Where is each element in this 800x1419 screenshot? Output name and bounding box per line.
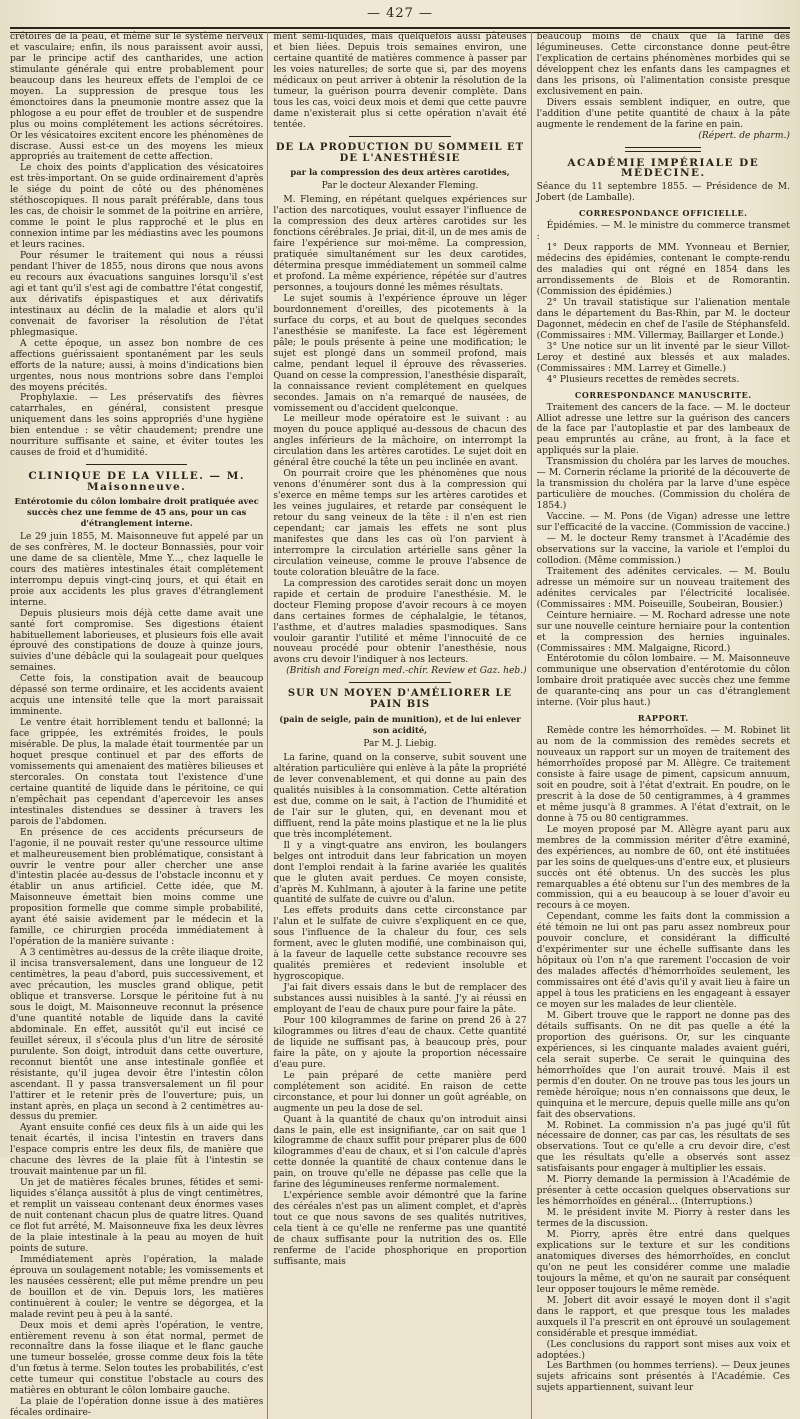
section-subheading: par la compression des deux artères carotides,: [290, 167, 510, 178]
byline: Par le docteur Alexander Fleming.: [321, 181, 479, 192]
section-divider: [349, 136, 450, 137]
paragraph: M. Piorry demande la permission à l'Académie de présenter à cette occasion quelques observations sur les hémorrhoïdes en général... (Interruptions.): [536, 1175, 790, 1208]
paragraph: M. le président invite M. Piorry à rester dans les termes de la discussion.: [536, 1208, 790, 1230]
paragraph: Un jet de matières fécales brunes, fétides et semi-liquides s'élança aussitôt à plus de vingt centimètres, et remplit un vaisseau contenant deux énormes vases de nuit contenant chacun plus de quatre litres. Quand ce flot fut arrêté, M. Maisonneuve fixa les deux lèvres de la plaie intestinale à la peau au moyen de huit points de suture.: [10, 1178, 264, 1254]
paragraph: 4° Plusieurs recettes de remèdes secrets.: [546, 374, 740, 385]
subsection-label: RAPPORT.: [637, 713, 689, 724]
paragraph: M. Fleming, en répétant quelques expériences sur l'action des narcotiques, voulut essayer l'influence de la compression des deux artères carotides sur les fonctions cérébrales. Je priai, dit-il, un de mes amis de faire l'expérience sur moi-même. La compression, pratiquée simultanément sur les deux carotides, détermina presque immédiatement un sommeil calme et profond. La même expérience, répétée sur d'autres personnes, a toujours donné les mêmes résultats.: [273, 195, 527, 294]
paragraph: On pourrait croire que les phénomènes que nous venons d'énumérer sont dus à la compression qui s'exerce en même temps sur les artères carotides et les veines jugulaires, et retarde par conséquent le retour du sang veineux de la tête : il n'en est rien cependant; car jamais les effets ne sont plus manifestes que dans les cas où l'on parvient à interrompre la circulation artérielle sans gêner la circulation veineuse, comme le prouve l'absence de toute coloration bleuâtre de la face.: [273, 469, 527, 578]
paragraph: Le moyen proposé par M. Allègre ayant paru aux membres de la commission mériter d'être examiné, des expériences, au nombre de 60, ont été instituées par les soins de quelques-uns d'entre eux, et plusieurs succès ont été obtenus. Un des succès les plus remarquables a été obtenu sur l'un des membres de la commission, qui a eu beaucoup à se louer d'avoir eu recours à ce moyen.: [536, 824, 790, 912]
section-divider: [625, 147, 701, 152]
paragraph: Vaccine. — M. Pons (de Vigan) adresse une lettre sur l'efficacité de la vaccine. (Commission de vaccine.): [536, 512, 790, 534]
column-2: [273, 32, 526, 1419]
section-heading: DE LA PRODUCTION DU SOMMEIL ET DE L'ANESTHÉSIE: [275, 141, 525, 164]
paragraph: Depuis plusieurs mois déjà cette dame avait une santé fort compromise. Ses digestions étaient habituellement laborieuses, et plusieurs fois elle avait éprouvé des constipations de douze à quinze jours, suivies d'une débâcle qui la soulageait pour quelques semaines.: [10, 608, 264, 674]
paragraph: J'ai fait divers essais dans le but de remplacer des substances aussi nuisibles à la santé. J'y ai réussi en employant de l'eau de chaux pure pour faire la pâte.: [273, 983, 527, 1016]
section-subheading: Entérotomie du côlon lombaire droit pratiquée avec succès chez une femme de 45 ans, pour un cas d'étranglement interne.: [14, 496, 259, 528]
paragraph: Épidémies. — M. le ministre du commerce transmet :: [536, 221, 790, 243]
paragraph: Cependant, comme les faits dont la commission a été témoin ne lui ont pas paru assez nombreux pour pouvoir conclure, et considérant la difficulté d'expérimenter sur une échelle suffisante dans les hôpitaux où l'on n'a que rarement l'occasion de voir des malades affectés d'hémorrhoïdes seulement, les commissaires ont été d'avis qu'il y avait lieu à faire un appel à tous les praticiens en les engageant à essayer ce moyen sur les malades de leur clientèle.: [536, 912, 790, 1011]
section-heading: SUR UN MOYEN D'AMÉLIORER LE PAIN BIS: [287, 688, 513, 711]
paragraph: M. Gibert trouve que le rapport ne donne pas des détails suffisants. On ne dit pas quelle a été la proportion des guérisons. Or, sur les cinquante expériences, si les cinquante malades avaient guéri, cela serait superbe. Ce serait le quinquina des hémorrhoïdes que l'on aurait trouvé. Mais il est permis d'en douter. On ne trouve pas tous les jours un remède héroïque; nous n'en connaissons que deux, le quinquina et le mercure, depuis quelle mille ans qu'on fait des observations.: [536, 1010, 790, 1120]
byline: Par M. J. Liebig.: [363, 739, 437, 750]
paragraph: Deux mois et demi après l'opération, le ventre, entièrement revenu à son état normal, permet de reconnaître dans la fosse iliaque et le flanc gauche une tumeur bosselée, grosse comme deux fois la tête d'un fœtus à terme. Selon toutes les probabilités, c'est cette tumeur qui constitue l'obstacle au cours des matières en obturant le côlon lombaire gauche.: [10, 1320, 264, 1397]
paragraph: ment semi-liquides, mais quelquefois aussi pâteuses et bien liées. Depuis trois semaines environ, une certaine quantité de matières commence à passer par les voies naturelles; de sorte que si, par des moyens médicaux on peut arriver à obtenir la résolution de la tumeur, la guérison pourra devenir complète. Dans tous les cas, voici deux mois et demi que cette pauvre dame n'existerait plus si cette opération n'avait été tentée.: [273, 32, 527, 130]
paragraph: M. Robinet. La commission n'a pas jugé qu'il fût nécessaire de donner, cas par cas, les résultats de ses observations. Tout ce qu'elle a cru devoir dire, c'est que les résultats qu'elle a observés sont assez satisfaisants pour engager à multiplier les essais.: [536, 1120, 790, 1175]
source-citation: (Répert. de pharm.): [698, 130, 790, 141]
paragraph: A 3 centimètres au-dessus de la crête iliaque droite, il incisa transversalement, dans une longueur de 12 centimètres, la peau d'abord, puis successivement, et avec précaution, les muscles grand oblique, petit oblique et transverse. Lorsque le péritoine fut à nu sous le doigt, M. Maisonneuve reconnut la présence d'une quantité notable de liquide dans la cavité abdominale. En effet, aussitôt qu'il eut incisé ce feuillet séreux, il s'écoula plus d'un litre de sérosité purulente. Son doigt, introduit dans cette ouverture, reconnut bientôt une anse intestinale gonflée et résistante, qu'il jugea devoir être l'intestin côlon ascendant. Il y passa transversalement un fil pour l'attirer et le retenir près de l'ouverture; puis, un instant après, en plaça un second à 2 centimètres au-dessus du premier.: [10, 948, 264, 1123]
section-divider: [86, 464, 187, 465]
paragraph: Les effets produits dans cette circonstance par l'alun et le sulfate de cuivre s'expliquent en ce que, sous l'influence de la chaleur du four, ces sels forment, avec le gluten modifié, une combinaison qui, à la faveur de laquelle cette substance recouvre ses qualités premières et redevient insoluble et hygroscopique.: [273, 906, 527, 983]
paragraph: La compression des carotides serait donc un moyen rapide et certain de produire l'anesthésie. M. le docteur Fleming propose d'avoir recours à ce moyen dans certaines formes de céphalalgie, le tétanos, l'asthme, et d'autres maladies spasmodiques. Sans vouloir garantir l'utilité et même l'innocuité de ce nouveau procédé pour obtenir l'anesthésie, nous avons cru devoir l'indiquer à nos lecteurs.: [273, 578, 527, 666]
column-1: [10, 32, 263, 1419]
paragraph: Pour 100 kilogrammes de farine on prend 26 à 27 kilogrammes ou litres d'eau de chaux. Cette quantité de liquide ne suffisant pas, à beaucoup près, pour faire la pâte, on y ajoute la proportion nécessaire d'eau pure.: [273, 1015, 527, 1070]
page-number: — 427 —: [366, 6, 434, 21]
paragraph: (Les conclusions du rapport sont mises aux voix et adoptées.): [536, 1339, 790, 1361]
paragraph: Prophylaxie. — Les préservatifs des fièvres catarrhales, en général, consistent presque uniquement dans les soins appropriés d'une hygiène bien entendue : se vêtir chaudement; prendre une nourriture suffisante et saine, et éviter toutes les causes de froid et d'humidité.: [10, 393, 264, 459]
paragraph: L'expérience semble avoir démontré que la farine des céréales n'est pas un aliment complet, et d'après tout ce que nous savons de ses qualités nutritives, cela tient à ce qu'elle ne renferme pas une quantité de chaux suffisante pour la nutrition des os. Elle renferme de l'acide phosphorique en proportion suffisante, mais: [273, 1191, 527, 1267]
paragraph: 1° Deux rapports de MM. Yvonneau et Bernier, médecins des épidémies, contenant le compte-rendu des maladies qui ont régné en 1854 dans les arrondissements de Blois et de Romorantin. (Commission des épidémies.): [536, 243, 790, 298]
paragraph: Ceinture herniaire. — M. Rochard adresse une note sur une nouvelle ceinture herniaire pour la contention et la compression des hernies inguinales. (Commissaires : MM. Malgaigne, Ricord.): [536, 610, 790, 654]
paragraph: Traitement des adénites cervicales. — M. Boulu adresse un mémoire sur un nouveau traitement des adénites cervicales par l'électricité localisée. (Commissaires : MM. Poiseuille, Soubeiran, Bousier.): [536, 566, 790, 610]
subsection-label: CORRESPONDANCE MANUSCRITE.: [574, 389, 752, 400]
paragraph: La plaie de l'opération donne issue à des matières fécales ordinaire-: [10, 1397, 264, 1419]
paragraph: Divers essais semblent indiquer, en outre, que l'addition d'une petite quantité de chaux à la pâte augmente le rendement de la farine en pain.: [536, 97, 790, 130]
column-3: [537, 32, 790, 1419]
paragraph: Entérotomie du côlon lombaire. — M. Maisonneuve communique une observation d'entérotomie du côlon lombaire droit pratiquée avec succès chez une femme de quarante-cinq ans pour un cas d'étranglement interne. (Voir plus haut.): [536, 654, 790, 709]
paragraph: Traitement des cancers de la face. — M. le docteur Alliot adresse une lettre sur la guérison des cancers de la face par l'autoplastie et par des lambeaux de peau empruntés au crâne, au front, à la face et appliqués sur la plaie.: [536, 402, 790, 457]
paragraph: En présence de ces accidents précurseurs de l'agonie, il ne pouvait rester qu'une ressource ultime et malheureusement bien problématique, consistant à ouvrir le ventre pour aller chercher une anse d'intestin placée au-dessus de l'obstacle inconnu et y établir un anus artificiel. Cette idée, que M. Maisonneuve émettait bien moins comme une proposition formelle que comme simple probabilité, ayant été saisie avidement par le médecin et la famille, ce chirurgien procéda immédiatement à l'opération de la manière suivante :: [10, 827, 264, 948]
paragraph: Le pain préparé de cette manière perd complétement son acidité. En raison de cette circonstance, et pour lui donner un goût agréable, on augmente un peu la dose de sel.: [273, 1070, 527, 1114]
paragraph: Remède contre les hémorrhoïdes. — M. Robinet lit au nom de la commission des remèdes secrets et nouveaux un rapport sur un moyen de traitement des hémorrhoïdes proposé par M. Allègre. Ce traitement consiste à faire usage de piment, capsicum annuum, soit en poudre, soit à l'état d'extrait. En poudre, on le prescrit à la dose de 50 centigrammes, à 4 grammes et même jusqu'à 8 grammes. A l'état d'extrait, on le donne à 75 ou 80 centigrammes.: [536, 726, 790, 824]
paragraph: A cette époque, un assez bon nombre de ces affections guérissaient spontanément par les seuls efforts de la nature; aussi, à moins d'indications bien urgentes, nous nous montrions sobre dans l'emploi des moyens précités.: [10, 338, 264, 393]
paragraph: Cette fois, la constipation avait de beaucoup dépassé son terme ordinaire, et les accidents avaient acquis une intensité telle que la mort paraissait imminente.: [10, 674, 264, 718]
paragraph: Ayant ensuite confié ces deux fils à un aide qui les tenait écartés, il incisa l'intestin en travers dans l'espace compris entre les deux fils, de manière que chacune des lèvres de la plaie fût à l'intestin se trouvait maintenue par un fil.: [10, 1123, 264, 1178]
paragraph: Le choix des points d'application des vésicatoires est très-important. On se guide ordinairement d'après le siége du point de côté ou des phénomènes stéthoscopiques. Il nous paraît préférable, dans tous les cas, de choisir le sommet de la poitrine en arrière, comme le point le plus rapproché et le plus en connexion intime par les médiastins avec les poumons et leurs racines.: [10, 163, 264, 251]
paragraph: Quant à la quantité de chaux qu'on introduit ainsi dans le pain, elle est insignifiante, car on sait que 1 kilogramme de chaux suffit pour préparer plus de 600 kilogrammes d'eau de chaux, et si l'on calcule d'après cette donnée la quantité de chaux contenue dans le pain, on trouve qu'elle ne dépasse pas celle que la farine des légumineuses renferme normalement.: [273, 1114, 527, 1191]
section-heading: ACADÉMIE IMPÉRIALE DE MÉDECINE.: [567, 156, 760, 180]
paragraph: Le sujet soumis à l'expérience éprouve un léger bourdonnement d'oreilles, des picotements à la surface du corps, et au bout de quelques secondes l'anesthésie se manifeste. La face est légèrement pâle; le pouls présente à peine une modification; le sujet est plongé dans un sommeil profond, mais calme, pendant lequel il éprouve des rêvasseries. Quand on cesse la compression, l'anesthésie disparaît, la connaissance revient complétement en quelques secondes. Jamais on n'a remarqué de nausées, de vomissement ou d'accident quelconque.: [273, 293, 527, 414]
paragraph: Le 29 juin 1855, M. Maisonneuve fut appelé par un de ses confrères, M. le docteur Bonnassiès, pour voir une dame de sa clientèle, Mme Y..., chez laquelle le cours des matières intestinales était complétement interrompu depuis vingt-cinq jours, et qui était en proie aux accidents les plus graves d'étranglement interne.: [10, 531, 264, 608]
paragraph: Le meilleur mode opératoire est le suivant : au moyen du pouce appliqué au-dessous de chacun des angles inférieurs de la mâchoire, on interrompt la circulation dans les artères carotides. Le sujet doit en général être couché la tête un peu inclinée en avant.: [273, 414, 527, 469]
subsection-label: CORRESPONDANCE OFFICIELLE.: [579, 208, 748, 219]
session-line: Séance du 11 septembre 1855. — Présidence de M. Jobert (de Lamballe).: [536, 182, 790, 204]
paragraph: Transmission du choléra par les larves de mouches. — M. Cornerin réclame la priorité de la découverte de la transmission du choléra par la larve d'une espèce particulière de mouches. (Commission du choléra de 1854.): [536, 457, 790, 512]
paragraph: — M. le docteur Remy transmet à l'Académie des observations sur la vaccine, la variole et l'emploi du collodion. (Même commission.): [536, 533, 790, 566]
paragraph: M. Piorry, après être entré dans quelques explications sur le texture et sur les conditions anatomiques diverses des hémorrhoïdes, en conclut qu'on ne peut les considérer comme une maladie toujours la même, et qu'on ne saurait par conséquent leur opposer toujours le même remède.: [536, 1230, 790, 1295]
paragraph: La farine, quand on la conserve, subit souvent une altération particulière qui enlève à la pâte la propriété de lever convenablement, et qui donne au pain des qualités nuisibles à la consommation. Cette altération est due, comme on le sait, à l'action de l'humidité et de l'air sur le gluten, qui, en devenant mou et diffluent, rend la pâte moins plastique et ne la lie plus que très incomplétement.: [273, 753, 527, 840]
section-divider: [349, 682, 450, 683]
paragraph: Pour résumer le traitement qui nous a réussi pendant l'hiver de 1855, nous dirons que nous avons eu recours aux évacuations sanguines lorsqu'il s'est agi et tant qu'il s'est agi de combattre l'état congestif, aux dérivatifs épispastiques et aux dérivatifs intestinaux au déclin de la maladie et alors qu'il convenait de favoriser la résolution de l'état phlegmasique.: [10, 251, 264, 338]
section-subheading: (pain de seigle, pain de munition), et de lui enlever son acidité,: [279, 714, 521, 736]
paragraph: M. Jobert dit avoir essayé le moyen dont il s'agit dans le rapport, et que presque tous les malades auxquels il l'a prescrit en ont éprouvé un soulagement considérable et presque immédiat.: [536, 1295, 790, 1339]
paragraph: Il y a vingt-quatre ans environ, les boulangers belges ont introduit dans leur fabrication un moyen dont l'emploi rendait à la farine avariée les qualités que le gluten avait perdues. Ce moyen consiste, d'après M. Kuhlmann, à ajouter à la farine une petite quantité de sulfate de cuivre ou d'alun.: [273, 840, 527, 906]
paragraph: 3° Une notice sur un lit inventé par le sieur Villot-Leroy et destiné aux blessés et aux malades. (Commissaires : MM. Larrey et Gimelle.): [536, 341, 790, 374]
paragraph: crétoires de la peau, et même sur le système nerveux et vasculaire; enfin, ils nous paraissent avoir aussi, par le principe actif des cantharides, une action stimulante générale qui entre probablement pour beaucoup dans les heureux effets de l'emploi de ce moyen. La suppression de presque tous les émonctoires dans la pneumonie montre assez que la phlogose a eu pour effet de troubler et de suspendre plus ou moins complétement les actions sécrétoires. Or les vésicatoires excitent encore les phénomènes de discrase. Aussi est-ce un des moyens les mieux appropriés au traitement de cette affection.: [10, 32, 264, 163]
paragraph: Les Barthmen (ou hommes terriens). — Deux jeunes sujets africains sont présentés à l'Académie. Ces sujets appartiennent, suivant leur: [536, 1361, 790, 1394]
section-heading: CLINIQUE DE LA VILLE. — M. Maisonneuve.: [28, 470, 245, 494]
paragraph: 2° Un travail statistique sur l'alienation mentale dans le département du Bas-Rhin, par M. le docteur Dagonnet, médecin en chef de l'asile de Stéphansfeld. (Commissaires : MM. Villermay, Baillarger et Londe.): [536, 297, 790, 341]
paragraph: Immédiatement après l'opération, la malade éprouva un soulagement notable; les vomissements et les nausées cessèrent; elle put même prendre un peu de bouillon et de vin. Depuis lors, les matières continuèrent à couler; le ventre se dégorgea, et la malade revint peu à peu à la santé.: [10, 1254, 264, 1320]
paragraph: Le ventre était horriblement tendu et ballonné; la face grippée, les extrémités froides, le pouls misérable. De plus, la malade était tourmentée par un hoquet presque continuel et par des efforts de vomissements qui amenaient des matières bilieuses et stercorales. On constata tout l'existence d'une certaine quantité de liquide dans le péritoine, ce qui n'empêchait pas cependant d'apercevoir les anses intestinales distendues se dessiner à travers les parois de l'abdomen.: [10, 718, 264, 827]
paragraph: beaucoup moins de chaux que la farine des légumineuses. Cette circonstance donne peut-être l'explication de certains phénomènes morbides qui se développent chez les enfants dans les campagnes et dans les prisons, où l'alimentation consiste presque exclusivement en pain.: [536, 32, 790, 97]
columns: [10, 32, 790, 1419]
source-citation: (British and Foreign med.-chir. Review et Gaz. heb.): [286, 666, 527, 677]
